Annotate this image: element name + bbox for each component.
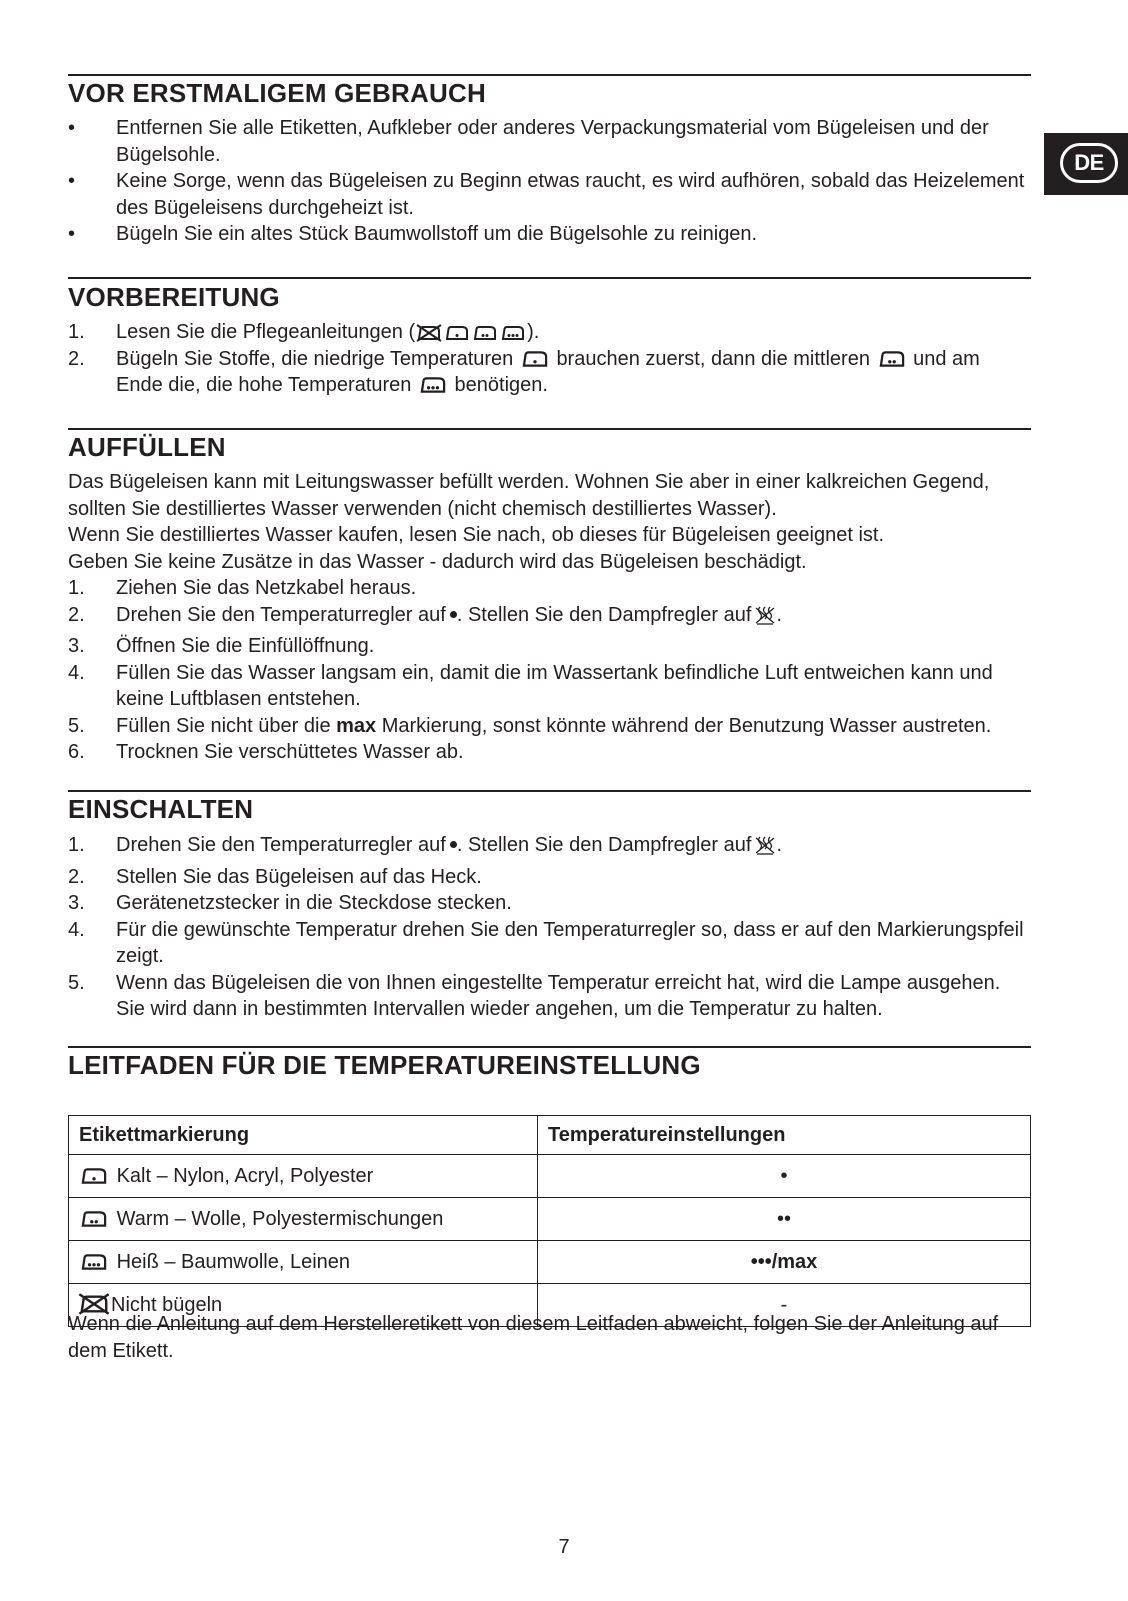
column-header-setting: Temperatureinstellungen [538,1116,1031,1155]
language-badge: DE [1060,143,1118,183]
iron-one-dot-icon [520,349,550,369]
temperature-table [68,1115,1031,1327]
no-iron-icon [416,324,442,342]
list-item: 2. Drehen Sie den Temperaturregler auf . Stellen Sie den Dampfregler auf . [68,602,1028,634]
table-row: Warm – Wolle, Polyestermischungen •• [69,1198,1031,1241]
table-row: Heiß – Baumwolle, Leinen •••/max [69,1241,1031,1284]
section-divider [68,1046,1031,1048]
language-tab [1044,133,1128,195]
list-item: 2. Stellen Sie das Bügeleisen auf das Heck. [68,865,482,888]
iron-three-dots-icon [500,324,526,342]
no-steam-icon [754,604,776,634]
list-item: • Entfernen Sie alle Etiketten, Aufkleber oder anderes Verpackungsmaterial vom Bügeleisen und der Bügelsohle. [68,117,989,166]
iron-three-dots-icon [78,1252,110,1272]
filling-content [68,469,1028,766]
list-item: 3. Gerätenetzstecker in die Steckdose stecken. [68,892,512,914]
list-item: 1. Ziehen Sie das Netzkabel heraus. [68,577,417,599]
temperature-dot-icon [450,611,457,618]
paragraph: Wenn Sie destilliertes Wasser kaufen, lesen Sie nach, ob dieses für Bügeleisen geeignet ist. [68,524,885,546]
iron-two-dots-icon [78,1209,110,1229]
section-divider [68,428,1031,430]
section-divider [68,790,1031,792]
list-item: 5. Wenn das Bügeleisen die von Ihnen eingestellte Temperatur erreicht hat, wird die Lampe ausgehen. Sie wird dann in bestimmten Intervallen wieder angehen, um die Temperatur zu halten. [68,971,1001,1020]
list-item: 1. Drehen Sie den Temperaturregler auf . Stellen Sie den Dampfregler auf . [68,832,1028,864]
list-item: 5. Füllen Sie nicht über die max Markierung, sonst könnte während der Benutzung Wasser austreten. [68,714,992,737]
page-number: 7 [558,1536,570,1558]
section-title-preparation: VORBEREITUNG [68,282,280,312]
first-use-list [68,115,1028,248]
list-item: 1. Lesen Sie die Pflegeanleitungen ( ). [68,321,540,343]
list-item: 2. Bügeln Sie Stoffe, die niedrige Temperaturen brauchen zuerst, dann die mittleren und am Ende die, die hohe Temperaturen benötigen. [68,347,980,396]
section-title-switch-on: EINSCHALTEN [68,794,254,824]
section-divider [68,277,1031,279]
paragraph: Geben Sie keine Zusätze in das Wasser - dadurch wird das Bügeleisen beschädigt. [68,550,807,573]
iron-three-dots-icon [418,375,448,395]
switch-on-list [68,832,1028,1023]
temperature-note: Wenn die Anleitung auf dem Herstelleretikett von diesem Leitfaden abweicht, folgen Sie der Anleitung auf dem Etikett. [68,1313,999,1362]
preparation-list [68,319,1028,399]
table-header-row [69,1116,1031,1155]
list-item: • Keine Sorge, wenn das Bügeleisen zu Beginn etwas raucht, es wird aufhören, sobald das Heizelement des Bügeleisens durchgeheizt ist. [68,170,1025,219]
section-title-filling: AUFFÜLLEN [68,432,226,462]
list-item: 6. Trocknen Sie verschüttetes Wasser ab. [68,741,464,763]
list-item: 4. Füllen Sie das Wasser langsam ein, damit die im Wassertank befindliche Luft entweichen kann und keine Luftblasen entstehen. [68,661,993,710]
iron-two-dots-icon [472,324,498,342]
list-item: 3. Öffnen Sie die Einfüllöffnung. [68,635,375,657]
iron-one-dot-icon [78,1166,110,1186]
column-header-label: Etikettmarkierung [69,1116,538,1155]
iron-one-dot-icon [444,324,470,342]
list-item: 4. Für die gewünschte Temperatur drehen Sie den Temperaturregler so, dass er auf den Markierungspfeil zeigt. [68,918,1024,967]
table-row: Nicht bügeln - [69,1284,1031,1327]
temperature-dot-icon [450,841,457,848]
iron-two-dots-icon [877,349,907,369]
no-steam-icon [754,834,776,864]
section-divider [68,74,1031,76]
section-title-temperature-guide: LEITFADEN FÜR DIE TEMPERATUREINSTELLUNG [68,1050,701,1080]
section-title-first-use: VOR ERSTMALIGEM GEBRAUCH [68,78,486,108]
paragraph: Das Bügeleisen kann mit Leitungswasser befüllt werden. Wohnen Sie aber in einer kalkreichen Gegend, sollten Sie destilliertes Wasser verwenden (nicht chemisch destilliertes Wasser). [68,471,990,520]
table-row: Kalt – Nylon, Acryl, Polyester • [69,1155,1031,1198]
list-item: • Bügeln Sie ein altes Stück Baumwollstoff um die Bügelsohle zu reinigen. [68,223,758,245]
